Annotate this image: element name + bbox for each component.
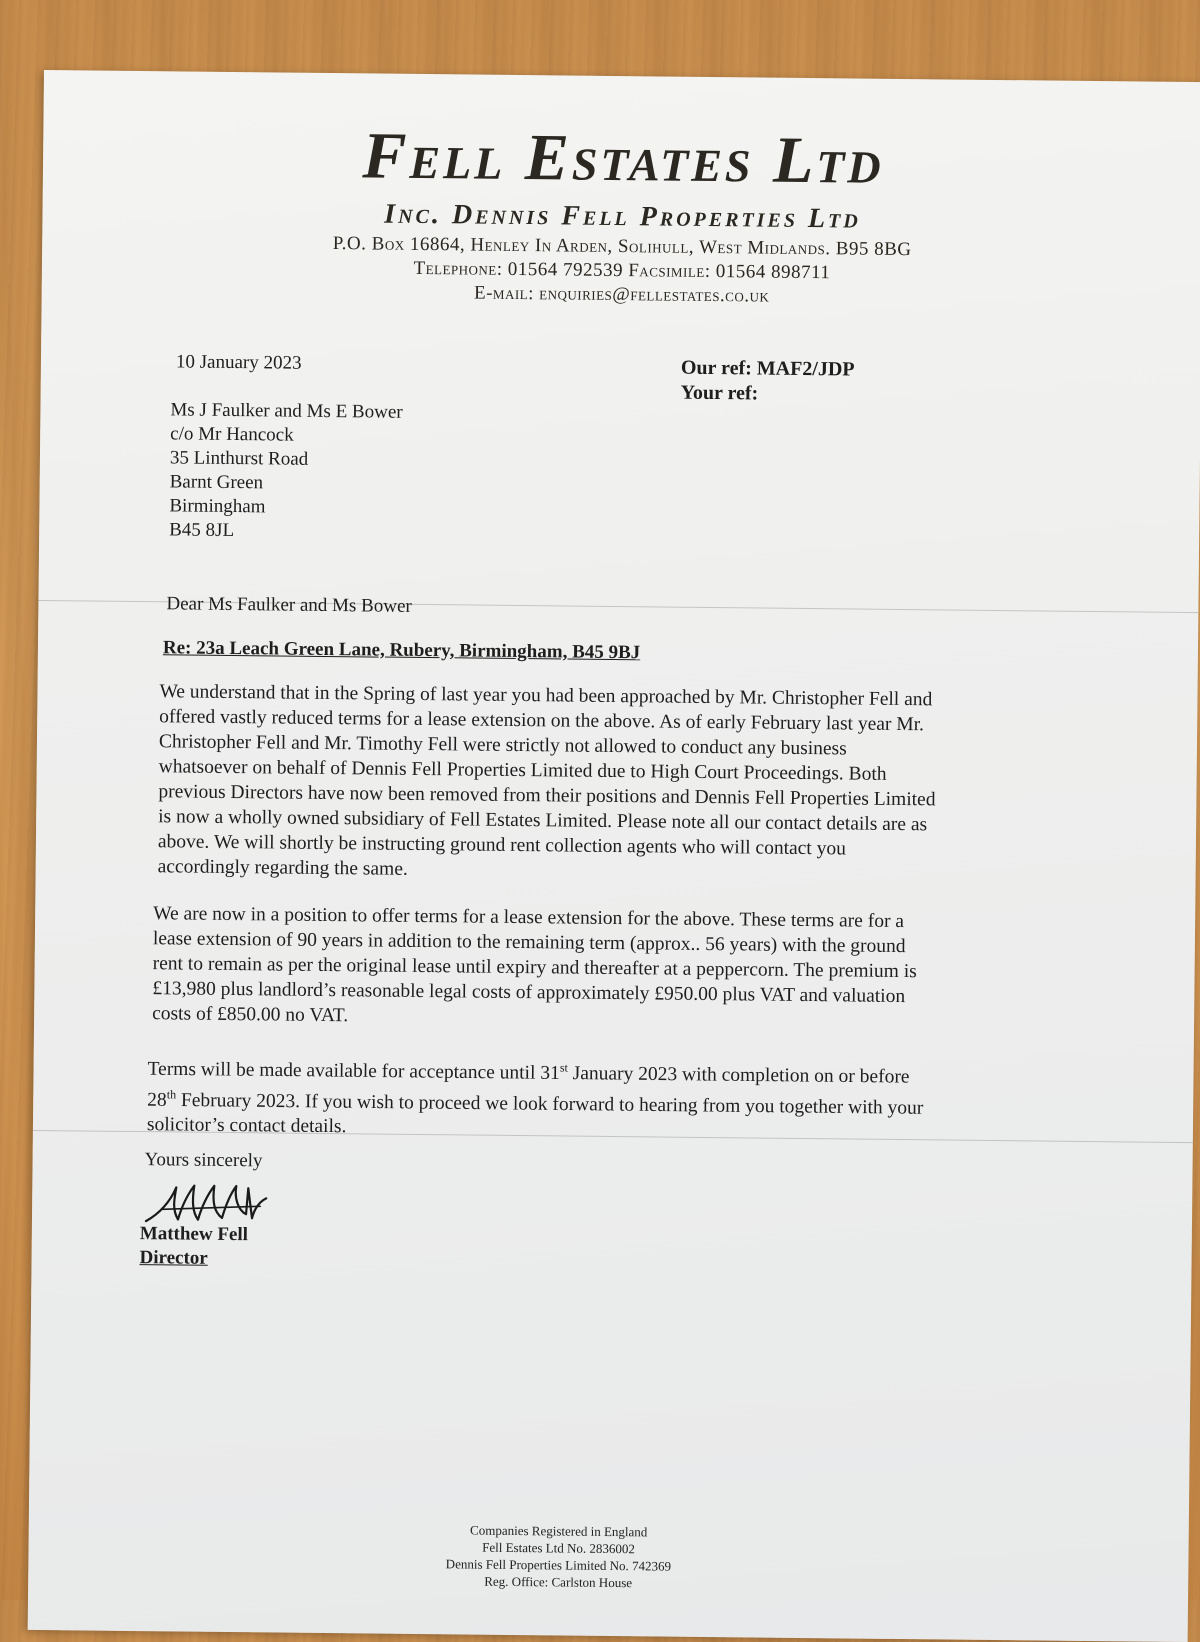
paragraph-line: above. We will shortly be instructing ground rent collection agents who will contact you [157, 831, 847, 860]
paragraph-line: is now a wholly owned subsidiary of Fell Estates Limited. Please note all our contact details are as [158, 806, 928, 836]
your-ref: Your ref: [680, 381, 759, 405]
recipient-line: Barnt Green [169, 471, 264, 494]
paragraph-2 [152, 901, 1023, 1035]
paragraph-3 [147, 1051, 1018, 1146]
subsidiary-name: Inc. Dennis Fell Properties Ltd [384, 198, 861, 235]
footer-line: Companies Registered in England [470, 1522, 648, 1540]
recipient-line: c/o Mr Hancock [170, 423, 294, 446]
paragraph-line: solicitor’s contact details. [146, 1114, 347, 1138]
subject-line: Re: 23a Leach Green Lane, Rubery, Birmingham, B45 9BJ [162, 637, 641, 664]
signatory-name: Matthew Fell [139, 1223, 249, 1246]
paragraph-line: £13,980 plus landlord’s reasonable legal costs of approximately £950.00 plus VAT and valuation [152, 978, 906, 1008]
letter-paper [28, 70, 1200, 1642]
paragraph-line: whatsoever on behalf of Dennis Fell Properties Limited due to High Court Proceedings. Both [158, 756, 887, 785]
paragraph-line: accordingly regarding the same. [157, 856, 408, 880]
company-contact: Telephone: 01564 792539 Facsimile: 01564 898711 [413, 257, 831, 284]
paragraph-1 [158, 679, 1030, 888]
closing: Yours sincerely [144, 1149, 263, 1172]
recipient-line: B45 8JL [169, 519, 235, 542]
paragraph-line: previous Directors have now been removed from their positions and Dennis Fell Properties Limited [158, 781, 936, 811]
company-email: E-mail: enquiries@fellestates.co.uk [473, 282, 770, 307]
signatory-title: Director [139, 1247, 208, 1269]
letter-date: 10 January 2023 [175, 351, 302, 374]
paragraph-line: Christopher Fell and Mr. Timothy Fell were strictly not allowed to conduct any business [158, 731, 847, 760]
signature-image [142, 1179, 272, 1226]
company-address: P.O. Box 16864, Henley In Arden, Solihull, West Midlands. B95 8BG [332, 233, 912, 261]
paragraph-line: costs of £850.00 no VAT. [152, 1003, 349, 1027]
recipient-line: Ms J Faulker and Ms E Bower [170, 399, 403, 423]
paragraph-line: lease extension of 90 years in addition to the remaining term (approx.. 56 years) with the ground [152, 928, 906, 958]
footer-line: Reg. Office: Carlston House [484, 1573, 633, 1591]
paragraph-line: 28th February 2023. If you wish to proceed we look forward to hearing from you together with your [147, 1086, 924, 1119]
salutation: Dear Ms Faulker and Ms Bower [166, 593, 412, 617]
recipient-line: Birmingham [169, 495, 266, 518]
paragraph-line: Terms will be made available for acceptance until 31st January 2023 with completion on or before [147, 1058, 910, 1088]
our-ref: Our ref: MAF2/JDP [680, 356, 855, 381]
paragraph-line: rent to remain as per the original lease until expiry and thereafter at a peppercorn. The premium is [152, 953, 917, 983]
paragraph-line: We are now in a position to offer terms for a lease extension for the above. These terms are for a [153, 903, 905, 933]
footer-line: Dennis Fell Properties Limited No. 742369 [445, 1556, 672, 1574]
recipient-line: 35 Linthurst Road [169, 447, 309, 470]
paragraph-line: offered vastly reduced terms for a lease extension on the above. As of early February last year Mr. [159, 706, 925, 736]
paragraph-line: We understand that in the Spring of last year you had been approached by Mr. Christopher Fell and [159, 681, 933, 711]
company-name: Fell Estates Ltd [362, 119, 885, 198]
footer-line: Fell Estates Ltd No. 2836002 [482, 1539, 636, 1557]
